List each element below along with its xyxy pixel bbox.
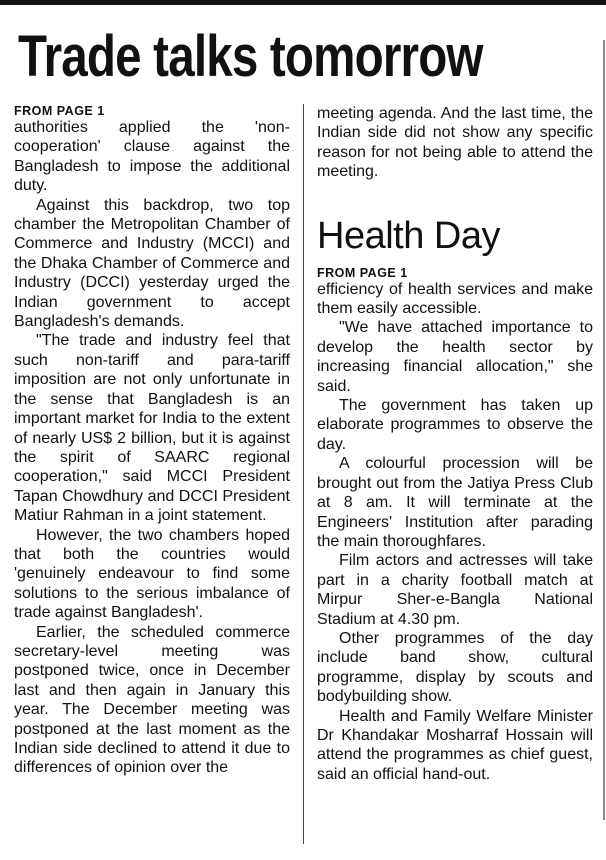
trade-headline: Trade talks tomorrow [18, 24, 483, 89]
column-divider [303, 104, 304, 844]
health-paragraph: Other programmes of the day include band show, cultural programme, display by scouts and bodybuilding show. [317, 629, 593, 706]
health-paragraph: "We have attached importance to develop the health sector by increasing financial allocation," she said. [317, 319, 593, 395]
page-edge [603, 40, 605, 820]
trade-paragraph: "The trade and industry feel that such non-tariff and para-tariff imposition are not only unfortunate in the sense that Bangladesh is an important market for India to the extent of nearly US$ 2 billion, but it is against the spirit of SAARC regional cooperation," said MCCI President Tapan Chowdhury and DCCI President Matiur Rahman in a joint statement. [14, 332, 290, 525]
health-story-body [317, 280, 593, 785]
trade-jump-label: FROM PAGE 1 [14, 104, 105, 118]
trade-story-continuation [317, 104, 593, 182]
trade-paragraph: authorities applied the 'non-cooperation' clause against the Bangladesh to impose the additional duty. [14, 119, 290, 195]
top-rule [0, 0, 606, 5]
health-jump-label: FROM PAGE 1 [317, 265, 408, 280]
health-paragraph: Film actors and actresses will take part in a charity football match at Mirpur Sher-e-Bangla National Stadium at 4.30 pm. [317, 552, 593, 628]
trade-paragraph: Against this backdrop, two top chamber the Metropolitan Chamber of Commerce and Industry (MCCI) and the Dhaka Chamber of Commerce and Industry (DCCI) yesterday urged the Indian government to accept Bangladesh's demands. [14, 196, 290, 331]
trade-story-left-column [14, 104, 290, 778]
health-paragraph: A colourful procession will be brought out from the Jatiya Press Club at 8 am. It will terminate at the Engineers' Institution after parading the main thoroughfares. [317, 455, 593, 550]
health-paragraph: The government has taken up elaborate programmes to observe the day. [317, 397, 593, 453]
health-headline: Health Day [317, 214, 500, 257]
trade-paragraph: However, the two chambers hoped that both the countries would 'genuinely endeavour to find some solutions to the serious imbalance of trade against Bangladesh'. [14, 526, 290, 622]
health-paragraph: Health and Family Welfare Minister Dr Khandakar Mosharraf Hossain will attend the programmes as chief guest, said an official hand-out. [317, 707, 593, 783]
trade-story-body [14, 118, 290, 778]
trade-paragraph: Earlier, the scheduled commerce secretary-level meeting was postponed twice, once in December last and then again in January this year. The December meeting was postponed at the last moment as the Indian side declined to attend it due to differences of opinion over the [14, 623, 290, 777]
trade-continuation-paragraph: meeting agenda. And the last time, the Indian side did not show any specific reason for not being able to attend the meeting. [317, 105, 593, 181]
right-column [317, 104, 593, 784]
health-paragraph: efficiency of health services and make them easily accessible. [317, 280, 593, 318]
